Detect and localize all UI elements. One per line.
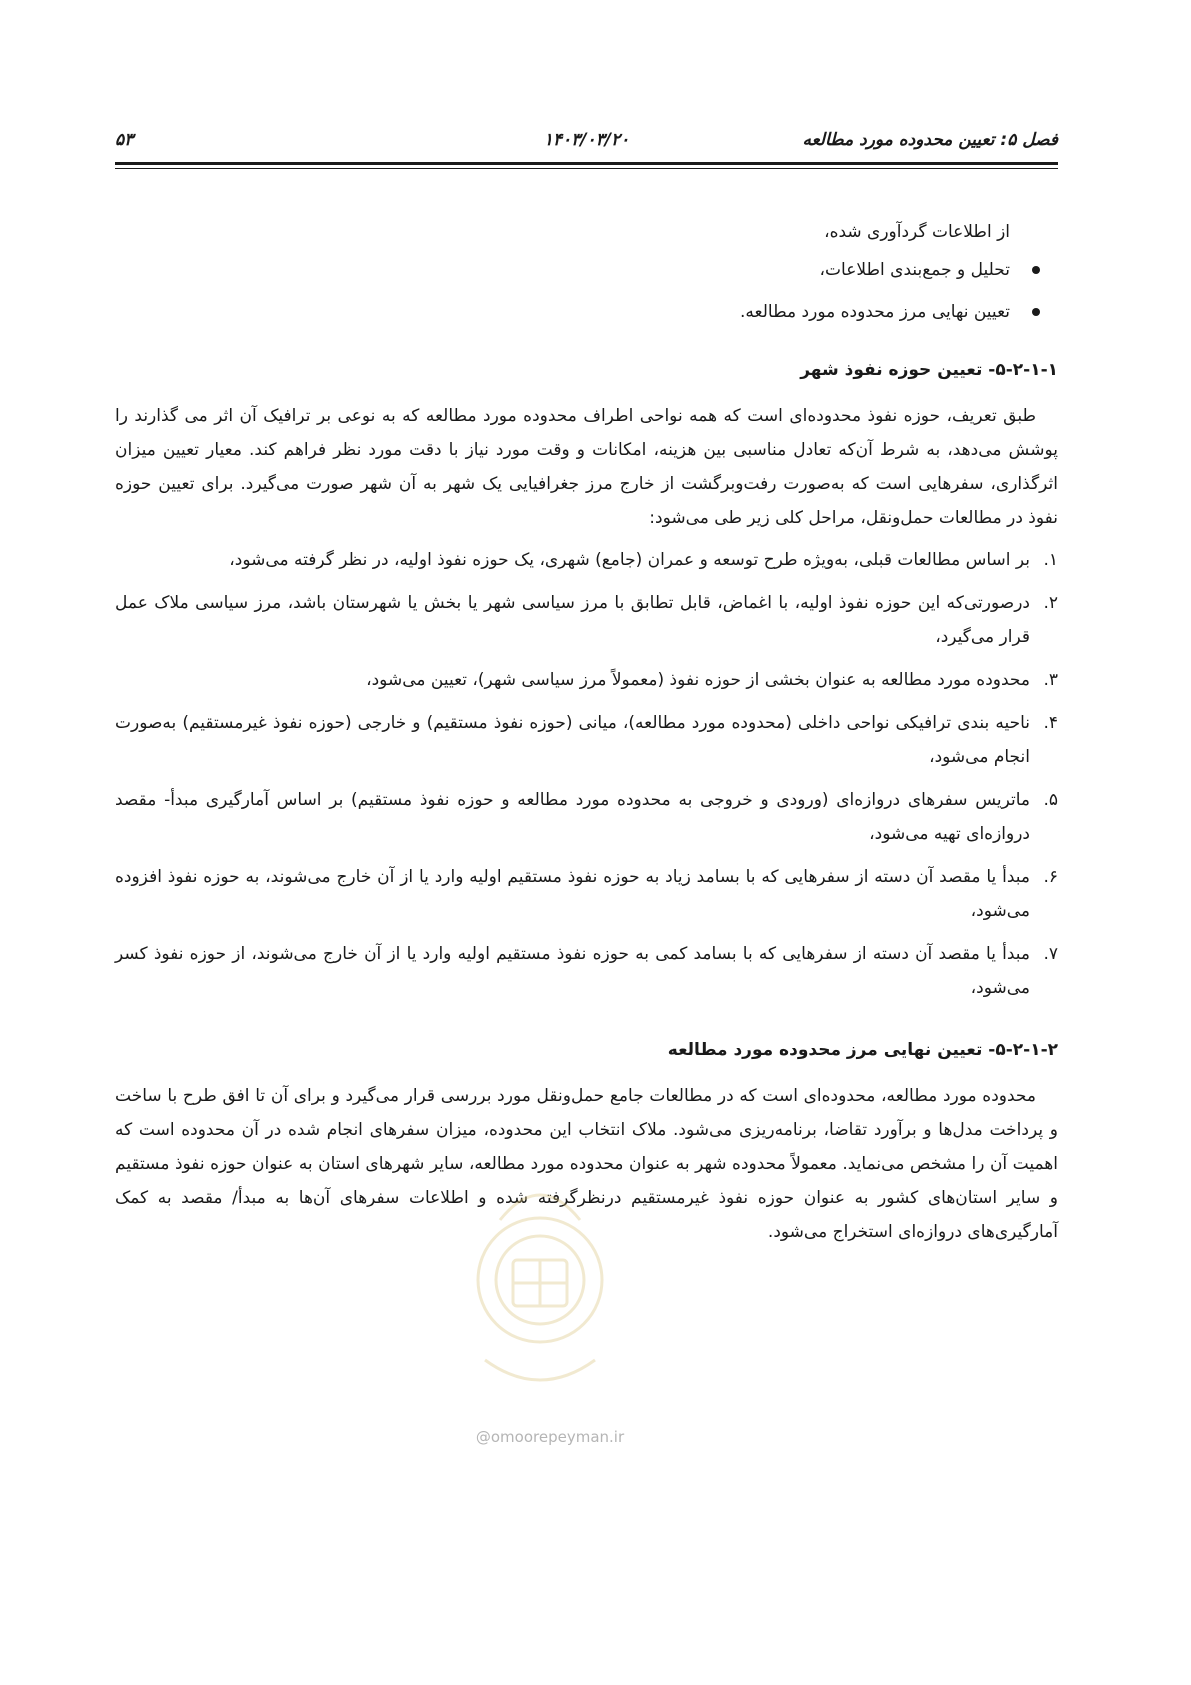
bullet-list — [115, 249, 1058, 333]
section-paragraph-2: محدوده مورد مطالعه، محدوده‌ای است که در مطالعات جامع حمل‌ونقل مورد بررسی قرار می‌گیرد و برای آن تا افق طرح با ساخت و پرداخت مدل‌ها و برآورد تقاضا، برنامه‌ریزی می‌شود. ملاک انتخاب این محدوده، میزان سفرهای انجام شده در آن محدوده است که اهمیت آن را مشخص می‌نماید. معمولاً محدوده شهر به عنوان محدوده مورد مطالعه، سایر شهرهای استان به عنوان حوزه نفوذ مستقیم و سایر استان‌های کشور به عنوان حوزه نفوذ غیرمستقیم درنظرگرفته شده و اطلاعات سفرهای آن‌ها به مبدأ/ مقصد به کمک آمارگیری‌های دروازه‌ای استخراج می‌شود. — [115, 1086, 1058, 1242]
step-text: مبدأ یا مقصد آن دسته از سفرهایی که با بسامد زیاد به حوزه نفوذ مستقیم اولیه وارد یا از آن خارج می‌شوند، به حوزه نفوذ افزوده می‌شود، — [115, 867, 1030, 921]
chapter-title: فصل ۵: تعیین محدوده مورد مطالعه — [802, 130, 1058, 150]
bullet-item — [115, 249, 1058, 291]
step-number: ۴. — [1043, 713, 1058, 733]
page-header — [115, 130, 1058, 160]
bullet-text: تعیین نهایی مرز محدوده مورد مطالعه. — [740, 302, 1010, 322]
section-paragraph-1: طبق تعریف، حوزه نفوذ محدوده‌ای است که همه نواحی اطراف محدوده مورد مطالعه که به نوعی بر ترافیک آن اثر می گذارند را پوشش می‌دهد، به شرط آن‌که تعادل مناسبی بین هزینه، امکانات و وقت مورد نیاز با دقت مورد نظر فراهم کند. معیار تعیین میزان اثرگذاری، سفرهایی است که به‌صورت رفت‌وبرگشت از خارج مرز جغرافیایی یک شهر به آن شهر صورت می‌گیرد. برای تعیین حوزه نفوذ در مطالعات حمل‌ونقل، مراحل کلی زیر طی می‌شود: — [115, 406, 1058, 528]
step-item — [115, 663, 1058, 697]
page-content — [115, 215, 1058, 1249]
step-number: ۳. — [1043, 670, 1058, 690]
step-item — [115, 783, 1058, 851]
step-text: بر اساس مطالعات قبلی، به‌ویژه طرح توسعه و عمران (جامع) شهری، یک حوزه نفوذ اولیه، در نظر گرفته می‌شود، — [229, 550, 1030, 570]
bullet-item — [115, 291, 1058, 333]
watermark-site: @omoorepeyman.ir — [475, 1428, 625, 1446]
header-date: ۱۴۰۳/۰۳/۲۰ — [543, 130, 630, 150]
step-item — [115, 706, 1058, 774]
page-number: ۵۳ — [115, 130, 134, 150]
step-item — [115, 586, 1058, 654]
step-text: محدوده مورد مطالعه به عنوان بخشی از حوزه نفوذ (معمولاً مرز سیاسی شهر)، تعیین می‌شود، — [366, 670, 1030, 690]
step-text: مبدأ یا مقصد آن دسته از سفرهایی که با بسامد کمی به حوزه نفوذ مستقیم اولیه وارد یا از آن خارج می‌شوند، از حوزه نفوذ کسر می‌شود، — [115, 944, 1030, 998]
section-heading-2: ۵-۲-۱-۲- تعیین نهایی مرز محدوده مورد مطالعه — [667, 1040, 1058, 1060]
step-text: درصورتی‌که این حوزه نفوذ اولیه، با اغماض، قابل تطابق با مرز سیاسی شهر یا بخش یا شهرستان باشد، مرز سیاسی ملاک عمل قرار می‌گیرد، — [115, 593, 1030, 647]
steps-list — [115, 543, 1058, 1005]
step-item — [115, 543, 1058, 577]
step-number: ۲. — [1043, 593, 1058, 613]
step-item — [115, 937, 1058, 1005]
step-item — [115, 860, 1058, 928]
step-number: ۶. — [1043, 867, 1058, 887]
section-heading-1: ۵-۲-۱-۱- تعیین حوزه نفوذ شهر — [800, 360, 1058, 380]
step-number: ۷. — [1043, 944, 1058, 964]
step-number: ۵. — [1043, 790, 1058, 810]
bullet-text: تحلیل و جمع‌بندی اطلاعات، — [819, 260, 1010, 280]
bullet-dot-icon — [1032, 266, 1040, 274]
header-rule-thin — [115, 168, 1058, 169]
continuation-line: از اطلاعات گردآوری شده، — [824, 222, 1010, 242]
step-text: ناحیه بندی ترافیکی نواحی داخلی (محدوده مورد مطالعه)، میانی (حوزه نفوذ مستقیم) و خارجی (حوزه نفوذ غیرمستقیم) به‌صورت انجام می‌شود، — [115, 713, 1030, 767]
bullet-dot-icon — [1032, 308, 1040, 316]
watermark-logo-icon — [465, 1160, 615, 1430]
header-rule-thick — [115, 162, 1058, 165]
step-number: ۱. — [1043, 550, 1058, 570]
step-text: ماتریس سفرهای دروازه‌ای (ورودی و خروجی به محدوده مورد مطالعه و حوزه نفوذ مستقیم) بر اساس آمارگیری مبدأ- مقصد دروازه‌ای تهیه می‌شود، — [115, 790, 1030, 844]
